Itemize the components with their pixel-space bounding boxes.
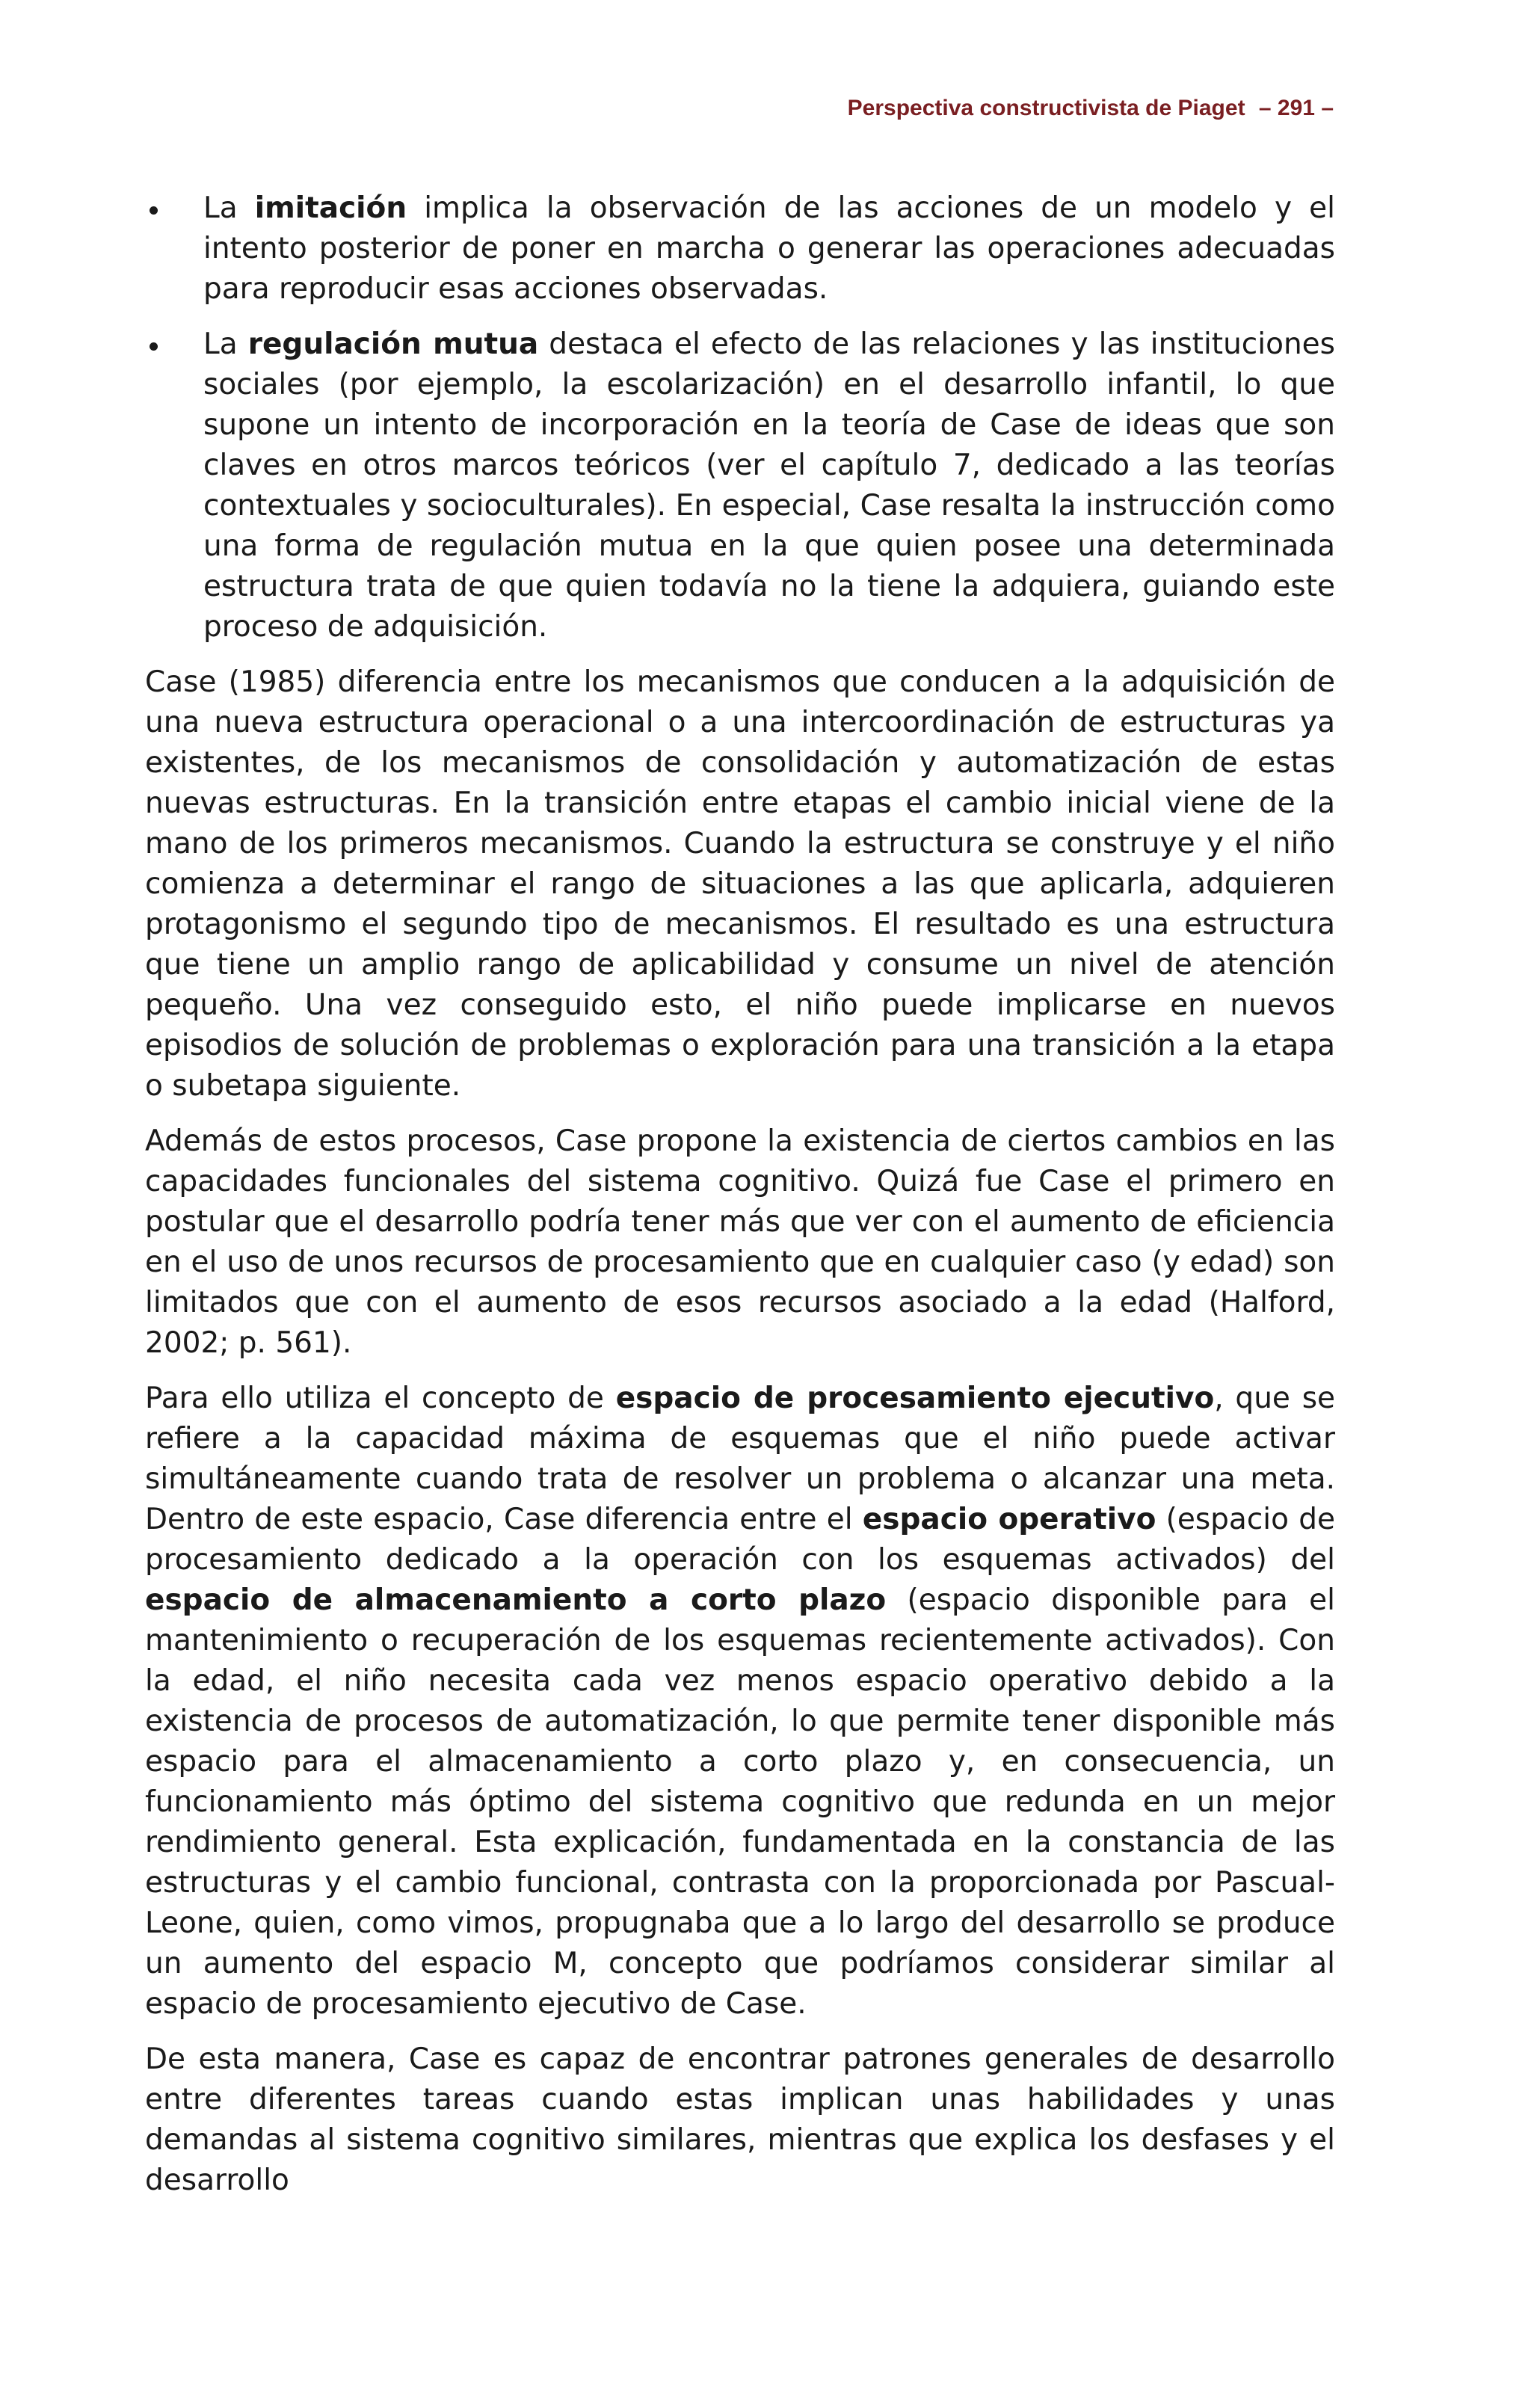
- bullet-text: La: [203, 191, 255, 225]
- paragraph-text: , que se refiere a la capacidad máxima de esquemas que el niño puede activar simultáneamente cuando trata de resolver un problema o alcanzar una meta. Dentro de este espacio, Case diferencia entre el: [145, 1382, 1336, 1536]
- paragraph-patrones: De esta manera, Case es capaz de encontrar patrones generales de desarrollo entre diferentes tareas cuando estas implican unas habilidades y unas demandas al sistema cognitivo similares, mientras que explica los desfases y el desarrollo: [145, 2042, 1335, 2197]
- paragraph-capacidades: Además de estos procesos, Case propone la existencia de ciertos cambios en las capacidades funcionales del sistema cognitivo. Quizá fue Case el primero en postular que el desarrollo podría tener más que ver con el aumento de eficiencia en el uso de unos recursos de procesamiento que en cualquier caso (y edad) son limitados que con el aumento de esos recursos asociado a la edad (Halford, 2002; p. 561).: [145, 1124, 1335, 1360]
- paragraph-espacio-procesamiento: [145, 1379, 1335, 2024]
- bullet-term: imitación: [254, 191, 407, 225]
- paragraph-text: (espacio de procesamiento dedicado a la operación con los esquemas activados) del: [145, 1503, 1335, 1577]
- key-term: espacio de procesamiento ejecutivo: [615, 1382, 1215, 1415]
- paragraph-text: Para ello utiliza el concepto de: [145, 1382, 616, 1415]
- page-number: – 291 –: [1258, 96, 1334, 120]
- bullet-icon: [150, 342, 158, 351]
- key-term: espacio operativo: [862, 1503, 1156, 1536]
- running-title: Perspectiva constructivista de Piaget: [847, 96, 1245, 120]
- bullet-term: regulación mutua: [247, 327, 539, 361]
- bullet-list: [145, 188, 1335, 647]
- paragraph-text: (espacio disponible para el mantenimiento o recuperación de los esquemas recientemente activados). Con la edad, el niño necesita cada vez menos espacio operativo debido a la existencia de procesos de automatización, lo que permite tener disponible más espacio para el almacenamiento a corto plazo y, en consecuencia, un funcionamiento más óptimo del sistema cognitivo que redunda en un mejor rendimiento general. Esta explicación, fundamentada en la constancia de las estructuras y el cambio funcional, contrasta con la proporcionada por Pascual-Leone, quien, como vimos, propugnaba que a lo largo del desarrollo se produce un aumento del espacio M, concepto que podríamos considerar similar al espacio de procesamiento ejecutivo de Case.: [145, 1583, 1335, 2021]
- bullet-icon: [150, 206, 158, 215]
- bullet-text: implica la observación de las acciones de un modelo y el intento posterior de poner en marcha o generar las operaciones adecuadas para reproducir esas acciones observadas.: [203, 191, 1336, 306]
- paragraph-mecanismos: Case (1985) diferencia entre los mecanismos que conducen a la adquisición de una nueva estructura operacional o a una intercoordinación de estructuras ya existentes, de los mecanismos de consolidación y automatización de estas nuevas estructuras. En la transición entre etapas el cambio inicial viene de la mano de los primeros mecanismos. Cuando la estructura se construye y el niño comienza a determinar el rango de situaciones a las que aplicarla, adquieren protagonismo el segundo tipo de mecanismos. El resultado es una estructura que tiene un amplio rango de aplicabilidad y consume un nivel de atención pequeño. Una vez conseguido esto, el niño puede implicarse en nuevos episodios de solución de problemas o exploración para una transición a la etapa o subetapa siguiente.: [145, 665, 1335, 1103]
- bullet-text: destaca el efecto de las relaciones y las instituciones sociales (por ejemplo, la escolarización) en el desarrollo infantil, lo que supone un intento de incorporación en la teoría de Case de ideas que son claves en otros marcos teóricos (ver el capítulo 7, dedicado a las teorías contextuales y socioculturales). En especial, Case resalta la instrucción como una forma de regulación mutua en la que quien posee una determinada estructura trata de que quien todavía no la tiene la adquiera, guiando este proceso de adquisición.: [203, 327, 1335, 644]
- key-term: espacio de almacenamiento a corto plazo: [145, 1583, 887, 1617]
- bullet-item-regulacion: [145, 324, 1335, 647]
- running-header: [848, 96, 1334, 121]
- bullet-text: La: [203, 327, 248, 361]
- page-body: [145, 188, 1335, 2216]
- bullet-item-imitacion: [145, 188, 1335, 310]
